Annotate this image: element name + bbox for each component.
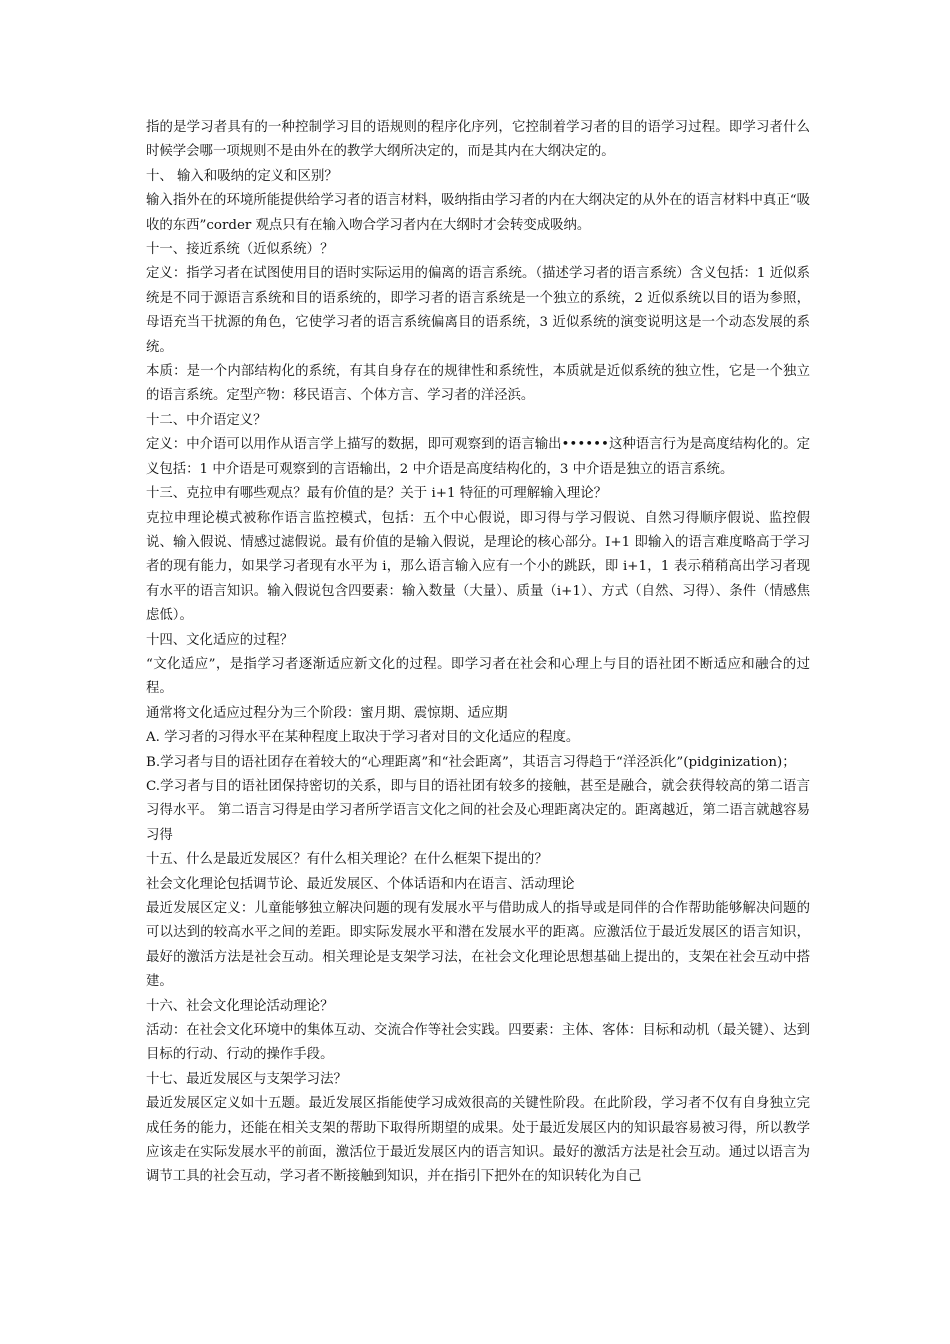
paragraph-krashen: 克拉申理论模式被称作语言监控模式，包括：五个中心假说，即习得与学习假说、自然习得顺序假说、监控假说、输入假说、情感过滤假说。最有价值的是输入假说，是理论的核心部分。I+1 即输入的语言难度略高于学习者的现有能力，如果学习者现有水平为 i，那么语言输入应有一个小的跳跃，即 i+1，1 表示稍稍高出学习者现有水平的语言知识。输入假说包含四要素：输入数量（大量）、质量（i+1）、方式（自然、习得）、条件（情感焦虑低）。: [146, 510, 810, 624]
paragraph-acculturation-stages: 通常将文化适应过程分为三个阶段：蜜月期、震惊期、适应期: [146, 705, 508, 721]
paragraph-sociocultural-components: 社会文化理论包括调节论、最近发展区、个体话语和内在语言、活动理论: [146, 876, 575, 892]
document-page: [146, 116, 810, 1190]
paragraph-point-a: A. 学习者的习得水平在某种程度上取决于学习者对目的文化适应的程度。: [146, 730, 580, 746]
paragraph-zpd-scaffolding: 最近发展区定义如十五题。最近发展区指能使学习成效很高的关键性阶段。在此阶段，学习者不仅有自身独立完成任务的能力，还能在相关支架的帮助下取得所期望的成果。处于最近发展区内的知识最容易被习得，所以教学应该走在实际发展水平的前面，激活位于最近发展区内的语言知识。最好的激活方法是社会互动。通过以语言为调节工具的社会互动，学习者不断接触到知识，并在指引下把外在的知识转化为自己: [146, 1096, 810, 1185]
heading-section-10: 十、 输入和吸纳的定义和区别？: [146, 168, 338, 184]
heading-section-15: 十五、什么是最近发展区？有什么相关理论？在什么框架下提出的？: [146, 852, 548, 868]
paragraph-acculturation-definition: “文化适应”，是指学习者逐渐适应新文化的过程。即学习者在社会和心理上与目的语社团不断适应和融合的过程。: [146, 656, 810, 697]
heading-section-16: 十六、社会文化理论活动理论？: [146, 998, 334, 1014]
paragraph-interlanguage-definition: 定义：中介语可以用作从语言学上描写的数据，即可观察到的语言输出••••••这种语言行为是高度结构化的。定义包括：1 中介语是可观察到的言语输出，2 中介语是高度结构化的，3 中介语是独立的语言系统。: [146, 437, 810, 477]
heading-section-14: 十四、文化适应的过程？: [146, 632, 294, 648]
heading-section-11: 十一、接近系统（近似系统）？: [146, 242, 334, 258]
paragraph-intro: 指的是学习者具有的一种控制学习目的语规则的程序化序列，它控制着学习者的目的语学习过程。即学习者什么时候学会哪一项规则不是由外在的教学大纲所决定的，而是其内在大纲决定的。: [146, 120, 810, 160]
heading-section-17: 十七、最近发展区与支架学习法？: [146, 1071, 347, 1087]
paragraph-input-intake: 输入指外在的环境所能提供给学习者的语言材料，吸纳指由学习者的内在大纲决定的从外在的语言材料中真正“吸收的东西”corder 观点只有在输入吻合学习者内在大纲时才会转变成吸纳。: [146, 193, 810, 233]
paragraph-approximative-definition: 定义：指学习者在试图使用目的语时实际运用的偏离的语言系统。（描述学习者的语言系统）含义包括：1 近似系统是不同于源语言系统和目的语系统的，即学习者的语言系统是一个独立的系统，2 近似系统以目的语为参照，母语充当干扰源的角色，它使学习者的语言系统偏离目的语系统，3 近似系统的演变说明这是一个动态发展的系统。: [146, 266, 810, 355]
paragraph-approximative-essence: 本质：是一个内部结构化的系统，有其自身存在的规律性和系统性，本质就是近似系统的独立性，它是一个独立的语言系统。定型产物：移民语言、个体方言、学习者的洋泾浜。: [146, 364, 810, 404]
paragraph-point-c: C.学习者与目的语社团保持密切的关系，即与目的语社团有较多的接触，甚至是融合，就会获得较高的第二语言习得水平。 第二语言习得是由学习者所学语言文化之间的社会及心理距离决定的。距离越近，第二语言就越容易习得: [146, 778, 810, 843]
heading-section-12: 十二、中介语定义？: [146, 412, 267, 428]
paragraph-point-b: B.学习者与目的语社团存在着较大的“心理距离”和“社会距离”，其语言习得趋于“洋泾浜化”(pidginization)；: [146, 754, 796, 770]
paragraph-zpd-definition: 最近发展区定义：儿童能够独立解决问题的现有发展水平与借助成人的指导或是同伴的合作帮助能够解决问题的可以达到的较高水平之间的差距。即实际发展水平和潜在发展水平的距离。应激活位于最近发展区的语言知识，最好的激活方法是社会互动。相关理论是支架学习法，在社会文化理论思想基础上提出的，支架在社会互动中搭建。: [146, 901, 810, 990]
heading-section-13: 十三、克拉申有哪些观点？最有价值的是？关于 i+1 特征的可理解输入理论？: [146, 486, 608, 502]
paragraph-activity-theory: 活动：在社会文化环境中的集体互动、交流合作等社会实践。四要素：主体、客体：目标和动机（最关键）、达到目标的行动、行动的操作手段。: [146, 1023, 810, 1063]
